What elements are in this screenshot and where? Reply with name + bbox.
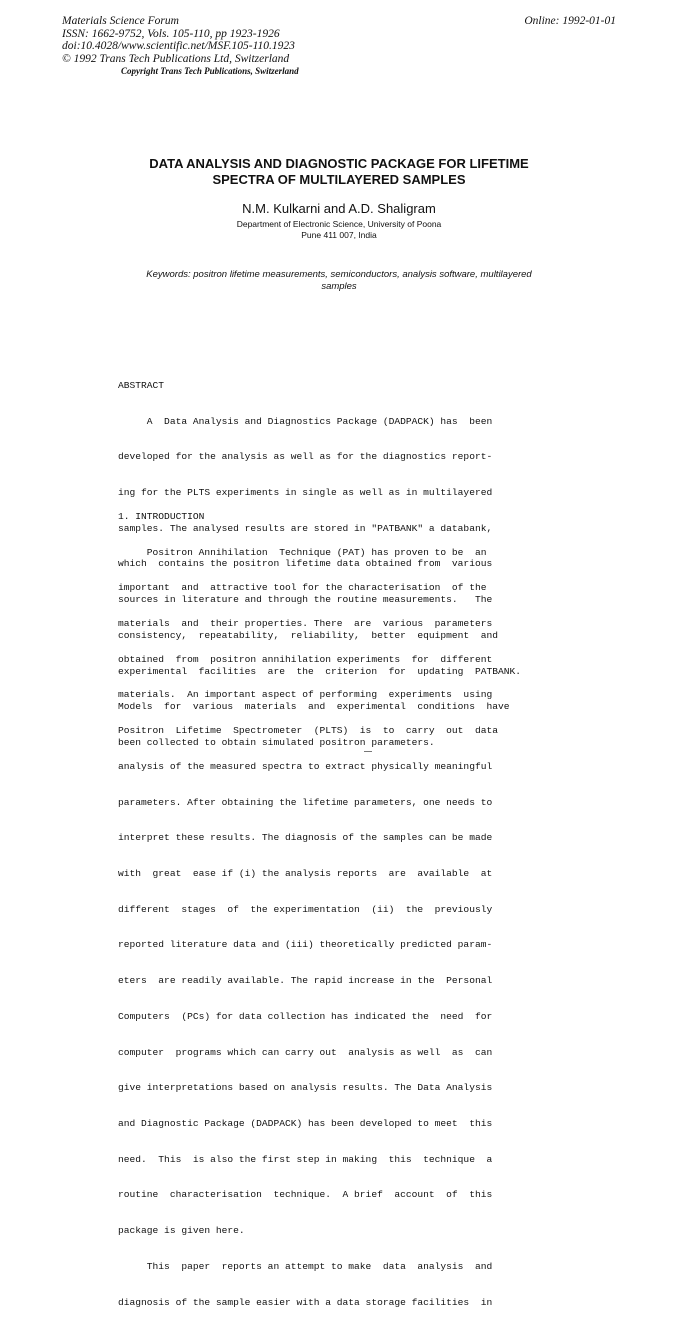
journal-name: Materials Science Forum — [62, 15, 179, 27]
introduction-line: give interpretations based on analysis results. The Data Analysis — [118, 1082, 493, 1094]
introduction-line: and Diagnostic Package (DADPACK) has been developed to meet this — [118, 1118, 493, 1130]
introduction-line: parameters. After obtaining the lifetime parameters, one needs to — [118, 796, 493, 808]
introduction-line: package is given here. — [118, 1225, 245, 1237]
paper-keywords — [110, 269, 568, 292]
journal-issn: ISSN: 1662-9752, Vols. 105-110, pp 1923-1926 — [62, 27, 280, 40]
introduction-line: This paper reports an attempt to make data analysis and — [118, 1260, 493, 1272]
abstract-line: Models for various materials and experimental conditions have — [118, 701, 510, 713]
publisher-copyright: Copyright Trans Tech Publications, Switzerland — [121, 66, 299, 76]
introduction-line: different stages of the experimentation (ii) the previously — [118, 903, 493, 915]
abstract-line: which contains the positron lifetime data obtained from various — [118, 558, 493, 570]
introduction-line: reported literature data and (iii) theoretically predicted param- — [118, 939, 493, 951]
keywords-line: Keywords: positron lifetime measurements, semiconductors, analysis software, multilayered — [146, 269, 532, 280]
author-affiliation — [0, 219, 678, 241]
introduction-line: routine characterisation technique. A brief account of this — [118, 1189, 493, 1201]
introduction-line: need. This is also the first step in making this technique a — [118, 1153, 493, 1165]
abstract-line: been collected to obtain simulated positron parameters. — [118, 737, 435, 748]
introduction-line: with great ease if (i) the analysis reports are available at — [118, 868, 493, 879]
introduction-line: diagnosis of the sample easier with a data storage facilities in — [118, 1296, 493, 1308]
introduction-line: eters are readily available. The rapid increase in the Personal — [118, 975, 493, 987]
title-line: DATA ANALYSIS AND DIAGNOSTIC PACKAGE FOR LIFETIME — [149, 156, 529, 171]
journal-citation — [62, 15, 295, 65]
abstract-line: consistency, repeatability, reliability, better equipment and — [118, 629, 498, 641]
introduction-line: Positron Annihilation Technique (PAT) has proven to be an — [118, 546, 487, 558]
introduction-line: computer programs which can carry out analysis as well as can — [118, 1046, 493, 1058]
introduction-line: materials and their properties. There are various parameters — [118, 617, 493, 629]
introduction-line: analysis of the measured spectra to extract physically meaningful — [118, 760, 493, 772]
affiliation-line: Department of Electronic Science, University of Poona — [236, 219, 442, 229]
introduction-line: Positron Lifetime Spectrometer (PLTS) is to carry out data — [118, 725, 498, 737]
introduction-line: obtained from positron annihilation experiments for different — [118, 653, 493, 665]
abstract-line: A Data Analysis and Diagnostics Package (DADPACK) has been — [118, 415, 493, 427]
introduction-line: interpret these results. The diagnosis of the samples can be made — [118, 832, 493, 844]
page-footer-mark — [364, 751, 372, 752]
introduction-heading: 1. INTRODUCTION — [118, 510, 205, 522]
journal-copyright: © 1992 Trans Tech Publications Ltd, Switzerland — [62, 52, 290, 65]
abstract-line: developed for the analysis as well as for the diagnostics report- — [118, 451, 493, 463]
abstract-heading: ABSTRACT — [118, 379, 165, 391]
paper-authors: N.M. Kulkarni and A.D. Shaligram — [242, 201, 436, 216]
journal-doi: doi:10.4028/www.scientific.net/MSF.105-110.1923 — [62, 40, 295, 53]
introduction-section — [118, 487, 548, 1332]
abstract-line: experimental facilities are the criterion for updating PATBANK. — [118, 665, 522, 677]
paper-title — [0, 156, 678, 188]
introduction-line: materials. An important aspect of performing experiments using — [118, 689, 493, 701]
introduction-line: Computers (PCs) for data collection has indicated the need for — [118, 1010, 493, 1022]
abstract-line: sources in literature and through the routine measurements. The — [118, 594, 493, 606]
introduction-line: important and attractive tool for the characterisation of the — [118, 582, 487, 594]
affiliation-line: Pune 411 007, India — [301, 230, 377, 240]
keywords-line: samples — [321, 280, 357, 292]
abstract-line: samples. The analysed results are stored in "PATBANK" a databank, — [118, 522, 493, 534]
title-line: SPECTRA OF MULTILAYERED SAMPLES — [212, 172, 466, 187]
online-date: Online: 1992-01-01 — [524, 15, 616, 27]
abstract-line: ing for the PLTS experiments in single as well as in multilayered — [118, 486, 493, 498]
